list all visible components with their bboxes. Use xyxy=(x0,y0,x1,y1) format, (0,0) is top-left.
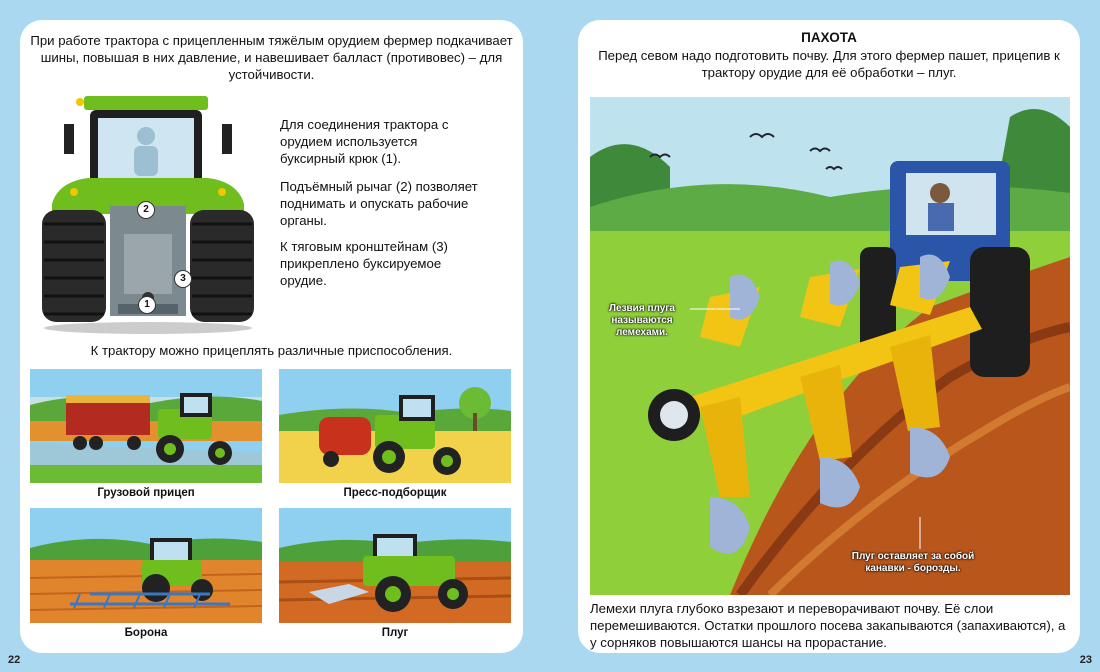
marker-2: 2 xyxy=(137,201,155,219)
marker-3: 3 xyxy=(174,270,192,288)
right-rear-wheel xyxy=(190,210,254,322)
attachments-heading: К трактору можно прицеплять различные приспособления. xyxy=(90,343,453,358)
caption-baler: Пресс-подборщик xyxy=(343,487,447,499)
info-draft-links: К тяговым кронштейнам (3) прикреплено буксируемое орудие. xyxy=(280,239,448,288)
left-page xyxy=(20,20,523,653)
info-lift-arm: Подъёмный рычаг (2) позволяет поднимать и опускать рабочие органы. xyxy=(280,179,478,228)
info-towing-hook: Для соединения трактора с орудием используется буксирный крюк (1). xyxy=(280,117,449,166)
caption-trailer: Грузовой прицеп xyxy=(97,487,195,499)
callout-ploughshares: Лезвия плуга называются лемехами. xyxy=(608,303,675,338)
caption-plough: Плуг xyxy=(381,627,409,639)
left-intro-text: При работе трактора с прицепленным тяжёлым орудием фермер подкачивает шины, повышая в них давление, и навешивает балласт (противовес) – для устойчивости. xyxy=(30,33,513,82)
baler-illustration xyxy=(279,369,511,483)
caption-harrow: Борона xyxy=(124,627,168,639)
right-intro-text: Перед севом надо подготовить почву. Для этого фермер пашет, прицепив к трактору орудие для её обработки – плуг. xyxy=(598,48,1060,80)
page-number-right: 23 xyxy=(1079,654,1092,666)
right-page xyxy=(578,20,1080,653)
harrow-illustration xyxy=(30,508,262,623)
trailer-illustration xyxy=(30,369,262,483)
ploughing-illustration xyxy=(590,97,1070,595)
callout-furrows: Плуг оставляет за собой канавки - борозды. xyxy=(851,551,975,574)
marker-1: 1 xyxy=(138,296,156,314)
left-rear-wheel xyxy=(42,210,106,322)
plough-small-illustration xyxy=(279,508,511,623)
page-number-left: 22 xyxy=(8,654,21,666)
page-title: ПАХОТА xyxy=(801,30,857,45)
right-bottom-text: Лемехи плуга глубоко взрезают и переворачивают почву. Её слои перемешиваются. Остатки прошлого посева закапываются (запахиваются), а у сорняков повышаются шансы на прорастание. xyxy=(590,601,1066,650)
tractor-wheel xyxy=(970,247,1030,377)
cab-roof xyxy=(84,96,208,110)
